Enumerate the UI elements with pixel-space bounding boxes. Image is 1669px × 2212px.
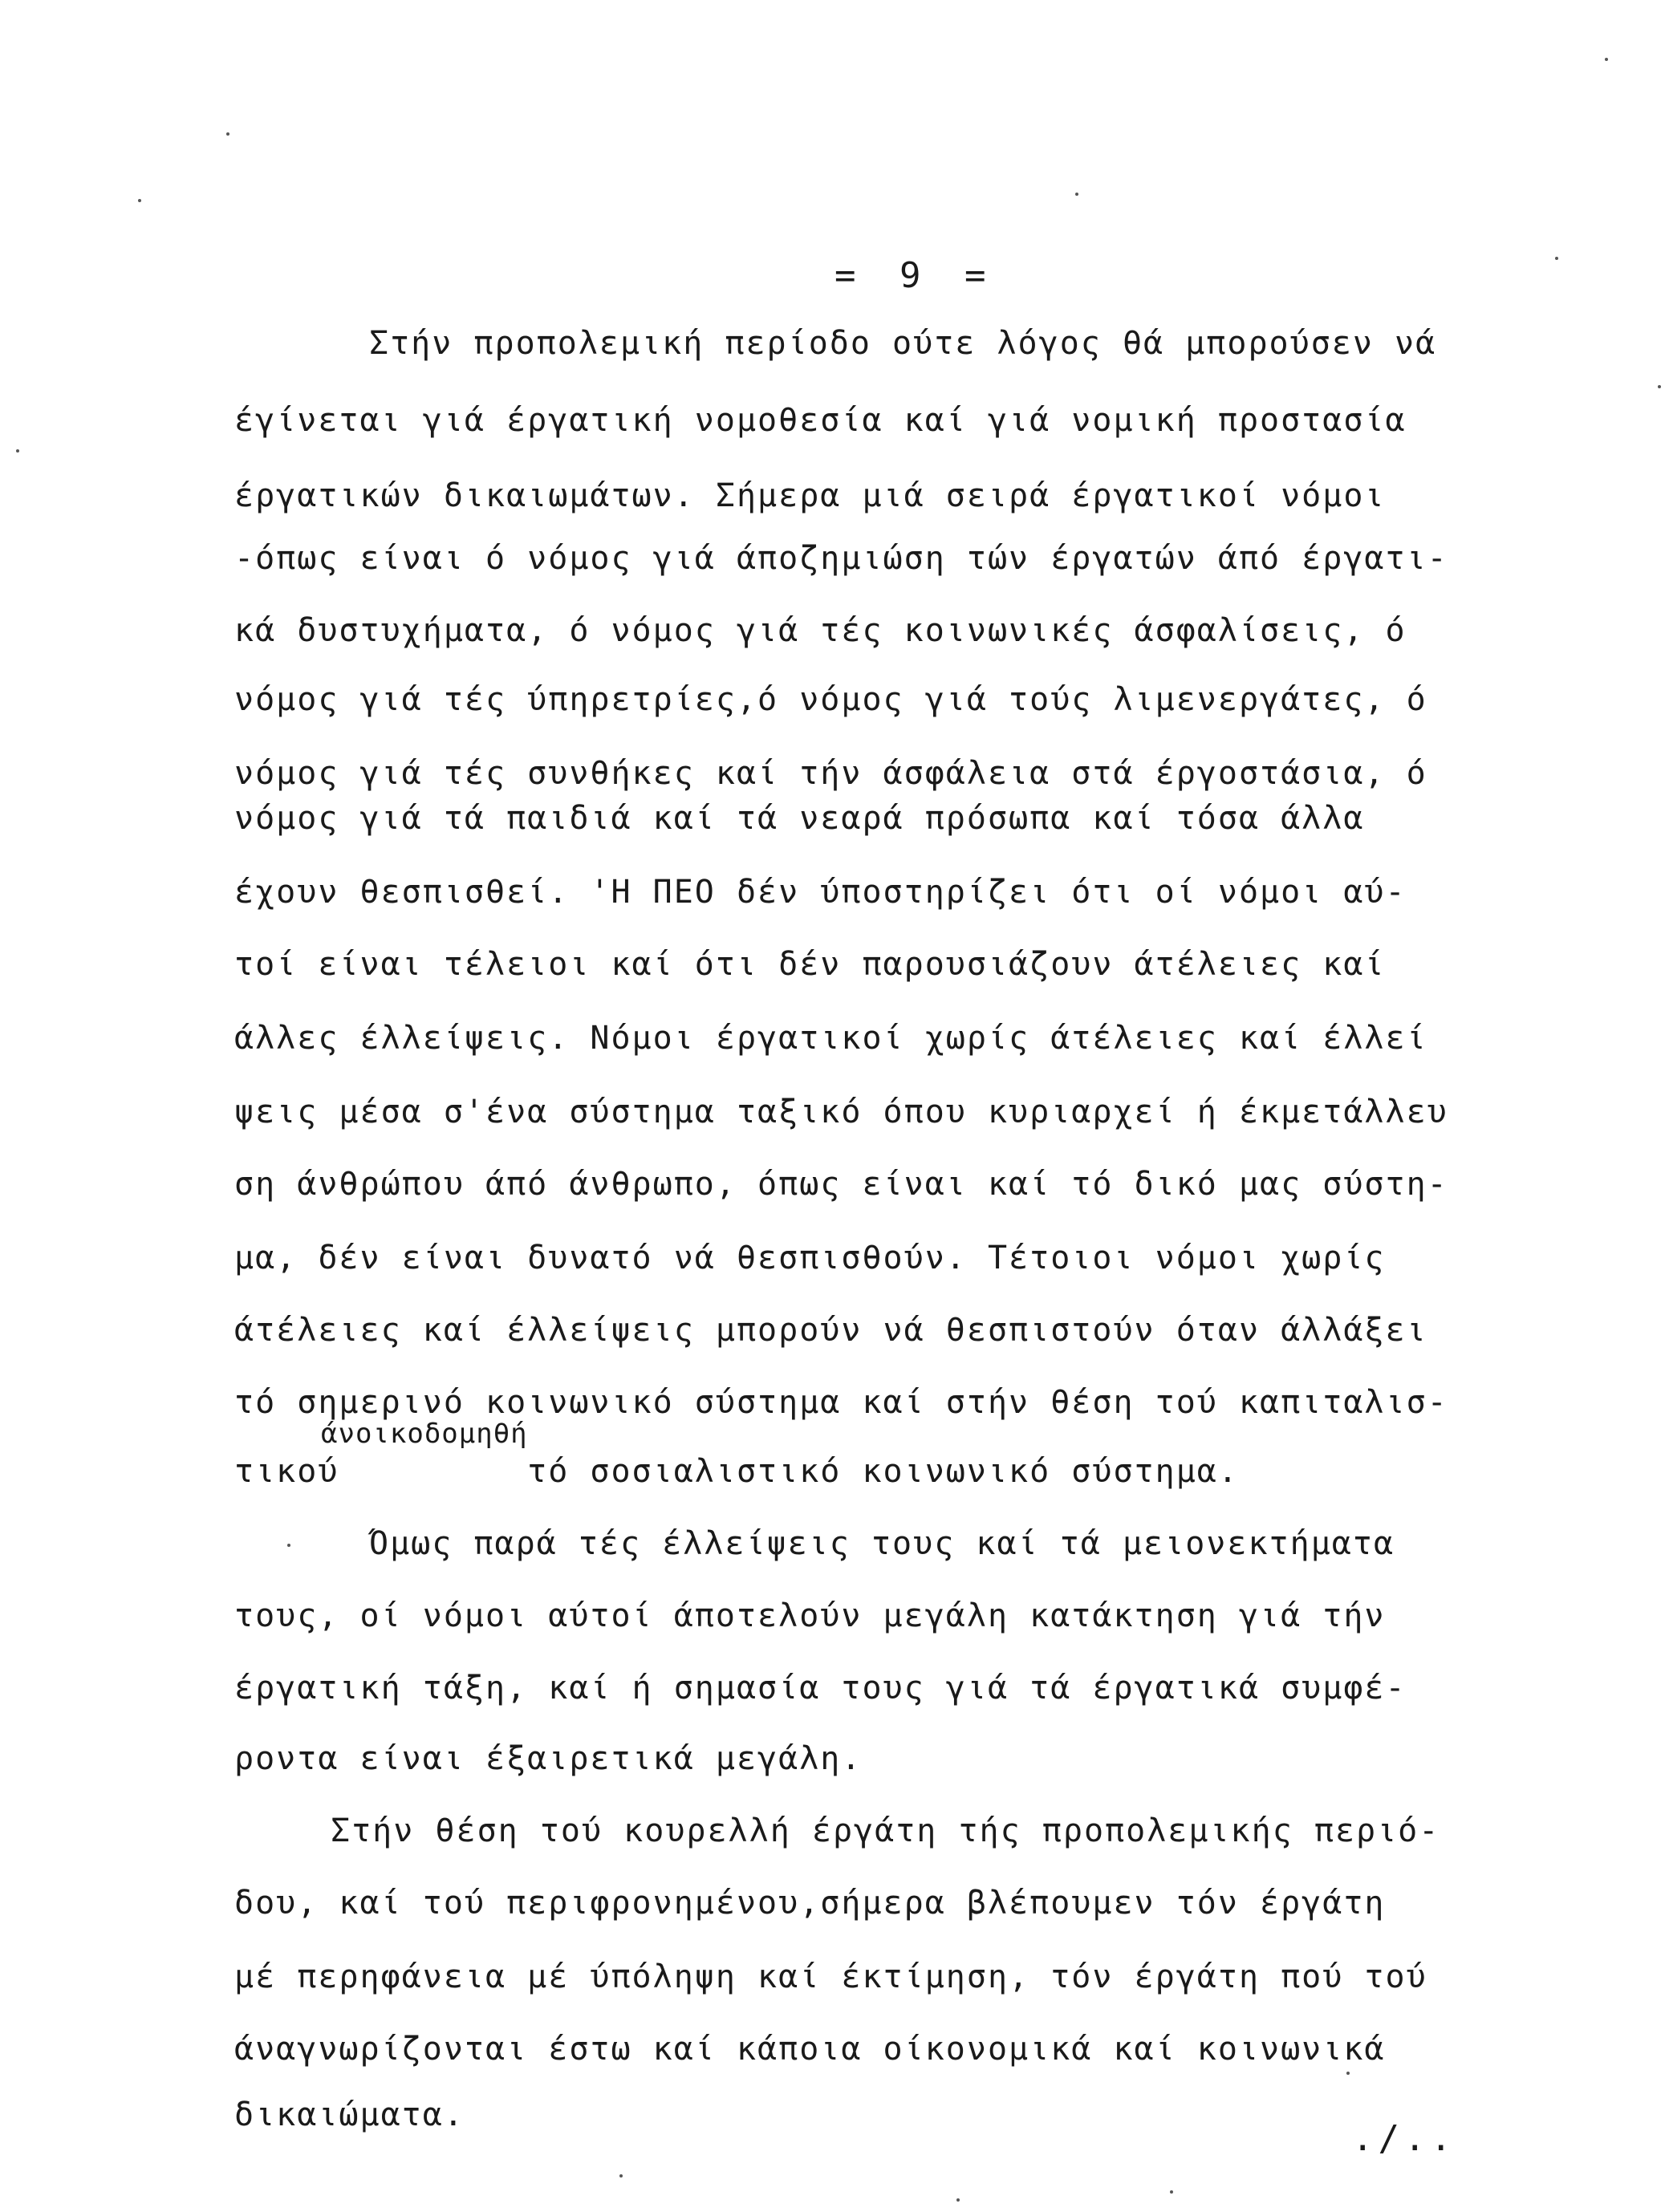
- text-line: τό σημερινό κοινωνικό σύστημα καί στήν θέση τού καπιταλισ-: [234, 1384, 1448, 1421]
- text-line: -όπως είναι ό νόμος γιά άποζημιώση τών έργατών άπό έργατι-: [234, 540, 1448, 577]
- text-line: Στήν προπολεμική περίοδο ούτε λόγος θά μπορούσεν νά: [369, 325, 1437, 362]
- scan-speck: [1170, 2190, 1173, 2194]
- page-number: = 9 =: [834, 255, 997, 296]
- text-line: έργατική τάξη, καί ή σημασία τους γιά τά έργατικά συμφέ-: [234, 1670, 1407, 1707]
- text-line: κά δυστυχήματα, ό νόμος γιά τές κοινωνικές άσφαλίσεις, ό: [234, 612, 1407, 649]
- text-line: άναγνωρίζονται έστω καί κάποια οίκονομικά καί κοινωνικά: [234, 2031, 1386, 2068]
- scan-speck: [226, 132, 229, 136]
- scan-speck: [1605, 58, 1608, 61]
- text-line: έγίνεται γιά έργατική νομοθεσία καί γιά νομική προστασία: [234, 402, 1407, 439]
- scan-speck: [1658, 385, 1661, 388]
- text-line: νόμος γιά τές συνθήκες καί τήν άσφάλεια στά έργοστάσια, ό: [234, 755, 1427, 792]
- text-line: τικού τό σοσιαλιστικό κοινωνικό σύστημα.: [234, 1453, 1239, 1490]
- text-line: ση άνθρώπου άπό άνθρωπο, όπως είναι καί τό δικό μας σύστη-: [234, 1166, 1448, 1203]
- text-line: μέ περηφάνεια μέ ύπόληψη καί έκτίμηση, τόν έργάτη πού τού: [234, 1958, 1427, 1995]
- text-line: μα, δέν είναι δυνατό νά θεσπισθούν. Τέτοιοι νόμοι χωρίς: [234, 1240, 1386, 1276]
- text-line: τοί είναι τέλειοι καί ότι δέν παρουσιάζουν άτέλειες καί: [234, 946, 1386, 983]
- handwritten-insert: άνοικοδομηθή: [321, 1418, 528, 1450]
- text-line: Όμως παρά τές έλλείψεις τους καί τά μειονεκτήματα: [369, 1525, 1395, 1562]
- text-line: ροντα είναι έξαιρετικά μεγάλη.: [234, 1740, 863, 1777]
- text-line: Στήν θέση τού κουρελλή έργάτη τής προπολεμικής περιό-: [331, 1812, 1440, 1849]
- text-line: νόμος γιά τές ύπηρετρίες,ό νόμος γιά τούς λιμενεργάτες, ό: [234, 681, 1427, 718]
- text-line: νόμος γιά τά παιδιά καί τά νεαρά πρόσωπα καί τόσα άλλα: [234, 800, 1365, 837]
- text-line: έργατικών δικαιωμάτων. Σήμερα μιά σειρά έργατικοί νόμοι: [234, 477, 1386, 514]
- text-line: άλλες έλλείψεις. Νόμοι έργατικοί χωρίς άτέλειες καί έλλεί: [234, 1020, 1427, 1057]
- continuation-mark: ./..: [1352, 2118, 1456, 2159]
- text-line: δου, καί τού περιφρονημένου,σήμερα βλέπουμεν τόν έργάτη: [234, 1885, 1386, 1922]
- scan-speck: [16, 449, 19, 453]
- scan-speck: [1555, 257, 1558, 260]
- scan-speck: [1346, 2072, 1350, 2075]
- scan-speck: [619, 2174, 623, 2178]
- scan-speck: [138, 199, 141, 202]
- text-line: δικαιώματα.: [234, 2096, 465, 2133]
- text-line: έχουν θεσπισθεί. 'Η ΠΕΟ δέν ύποστηρίζει ότι οί νόμοι αύ-: [234, 874, 1407, 911]
- text-line: άτέλειες καί έλλείψεις μπορούν νά θεσπιστούν όταν άλλάξει: [234, 1312, 1427, 1349]
- scan-speck: [1075, 193, 1078, 196]
- scan-speck: [287, 1544, 290, 1547]
- text-line: ψεις μέσα σ'ένα σύστημα ταξικό όπου κυριαρχεί ή έκμετάλλευ: [234, 1094, 1448, 1130]
- text-line: τους, οί νόμοι αύτοί άποτελούν μεγάλη κατάκτηση γιά τήν: [234, 1597, 1386, 1634]
- scan-speck: [956, 2198, 960, 2202]
